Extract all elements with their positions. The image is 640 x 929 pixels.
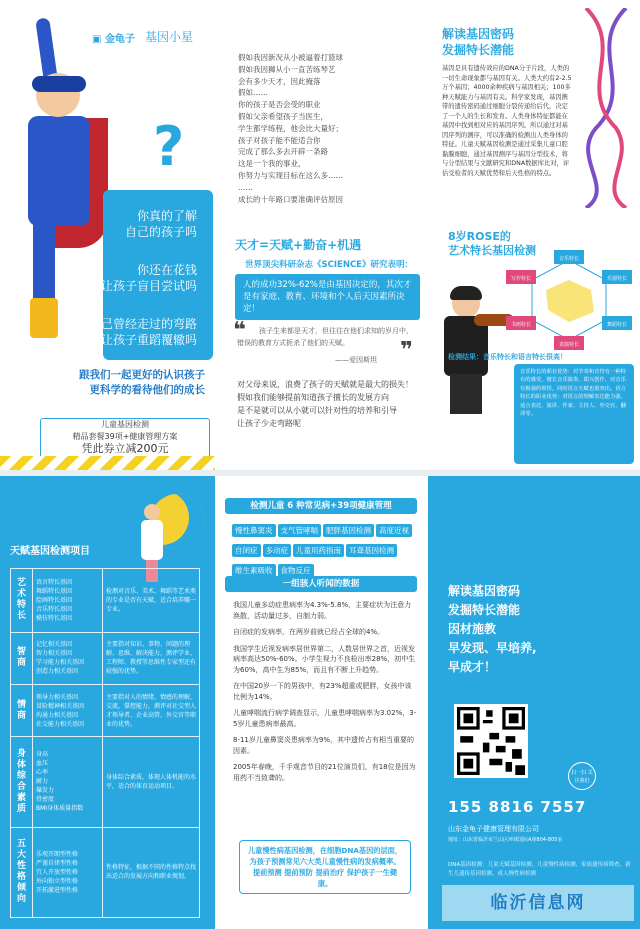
row-items: 身高 血压 心率 耐力 爆发力 骨密度 BMI身体质量指数 [33,737,103,827]
science-heading: 世界顶尖科研杂志《SCIENCE》研究表明： [245,260,413,270]
chronic-box: 儿童慢性病基因检测，在细胞DNA基因的层面，为孩子预测常见六大类儿童慢性病的发病概率。提前预测 提前预防 提前治疗 保护孩子一生健康。 [239,840,411,894]
gene-title: 解读基因密码 发掘特长潜能 [442,27,515,57]
yellow-stripe [0,456,215,470]
panel-test-items [0,476,215,929]
table-row [11,684,200,736]
tag: 维生素吸收 [232,564,276,577]
stat: 我国学生近视发病率居世界第二，人数居世界之首，近视发病率高达50%-60%。小学生视力不良检出率28%，初中生为60%，高中生为85%，而且有不断上升趋势。 [233,644,416,674]
table-row [11,737,200,827]
row-items: 记忆相关基因 智力相关基因 学习能力相关基因 创造力相关基因 [33,632,103,684]
talent-radar-chart [506,250,632,350]
radar-label-instrument: 乐器特长 [606,276,628,282]
parent-paragraph: 对父母来说，浪费了孩子的天赋就是最大的损失！ 假如我们能够提前知道孩子擅长的发展方向 是不是就可以从小就可以针对性的培养和引导 让孩子少走弯路呢 [237,380,413,428]
panel-gene-info [428,0,640,470]
talent-formula: 天才=天赋+勤奋+机遇 [235,238,362,252]
question-mark-icon: ? [153,115,185,178]
stat: 在中国20岁一下的男孩中，有23%超重或肥胖，女孩中该比例为14%。 [233,682,412,701]
disease-bar: 检测儿童 6 种常见病+39项健康管理 [225,498,417,514]
panel-disease [215,476,428,929]
test-items-table [10,568,200,918]
tag: 儿童用药指南 [293,544,344,557]
brand-logo: ▣ 金龟子 [92,34,135,45]
lead-text: 跟我们一起更好的认识孩子 更科学的看待他们的成长 [79,369,205,396]
coupon: 儿童基因检测 精品套餐39项+健康管理方案 凭此券立减200元 [40,418,210,460]
row-description: 身体综合素质，体现人体机能的水平，适合的体育运动项目。 [103,737,200,827]
panel-intro [0,0,215,470]
slogan: 解读基因密码 发掘特长潜能 因材施教 早发现、早培养, 早成才！ [448,584,537,674]
quote-open-icon: ❝ [233,318,246,343]
check-result: 检测结果：音乐特长和语言特长很高！ [448,353,567,361]
tag: 支气管哮喘 [278,524,322,537]
test-items-title: 天赋基因检测项目 [10,546,90,557]
panel-contact [428,476,640,929]
disease-tags [231,518,416,578]
tag: 肥胖基因检测 [323,524,374,537]
quote-text: 孩子生来都是天才，但往往在他们求知的岁月中，错误的教育方式扼杀了他们的天赋。 [237,327,413,347]
follow-badge: 扫一扫 关注我们 [568,762,596,790]
quote-close-icon: ❞ [400,338,413,363]
company-name: 山东金龟子健康管理有限公司 [448,825,539,833]
quote-author: ——爱因斯坦 [335,356,377,364]
radar-label-writing: 写作特长 [510,276,532,282]
table-row [11,827,200,917]
tag: 高度近视 [376,524,412,537]
tag: 自闭症 [232,544,261,557]
tag: 食物反应 [278,564,314,577]
radar-label-painting: 书画特长 [510,322,532,328]
tag: 耳聋基因检测 [346,544,397,557]
data-bar: 一组骇人听闻的数据 [225,576,417,592]
radar-label-music: 音乐特长 [558,256,580,262]
stat: 8-11岁儿童鼻窦炎患病率为9%，其中遗传占有相当重要的因素。 [233,736,414,755]
row-description: 检测对音乐、美术、舞蹈等艺术类的专业是否有天赋，适合培养哪一专业。 [103,569,200,633]
handwritten-note: 假如我因新况从小被逼着打篮球 假如我因狮从小一直苦练琴艺 会有多少天才，因此掩落 假如…… 你的孩子是否会受的职业 假如父亲希望孩子当医生， 学生都学练程，他会比大量好； 孩子对孩子能不能适合你 完成了那么多去开辟一条路 这是一个我的事业， 你努力与实现目标在这么多…… …… 成长的十年路口要准确评估原因 [238,53,343,204]
company-address: 地址：山东省临沂市兰山区环球国际A座804-805室 [448,837,563,843]
dna-helix-icon [576,8,636,208]
brand-sub: 基因小星 [145,30,194,44]
rose-title: 8岁ROSE的 艺术特长基因检测 [448,230,536,257]
science-box: 人的成功32%-62%是由基因决定的，其次才是有家庭、教育、环境和个人后天因素所决定！ [235,274,420,320]
superhero-boy-image [8,18,98,348]
table-row [11,569,200,633]
row-description: 主要指对人的情绪、情感的理解，交流，掌控能力，测评对社交型人才领导者、企业高管、外交官等职业的优势。 [103,684,200,736]
question-2: 你还在花钱 让孩子盲目尝试吗 [100,263,197,293]
row-category: 智商 [11,632,33,684]
row-category: 身体综合素质 [11,737,33,827]
row-category: 情商 [11,684,33,736]
row-items: 乐观开朗型性格 严谨自律型性格 宜人开放型性格 外向独立型性格 开拓激进型性格 [33,827,103,917]
qr-code-icon [457,707,525,775]
gene-body: 基因是具有遗传效应的DNA分子片段，人类的一切生命现象都与基因有关。人类大约有2-2.5万个基因；4000余种疾病与基因相关；100多种天赋能力与基因有关。科学家发现，基因携带的遗传密码通过细胞分裂传递给后代，决定了一个人的生长和发育。人类身体特征都能在基因中找到相对应的基因序列。所以通过对基因序列的测序，可以准确的检测出人类身体的特征。儿童天赋基因检测是通过采集儿童口腔黏膜细胞，通过基因测序与基因分型技术，将与分型结果与文献研究和DNA数据库比对，评估受检者的天赋优势和后天性格的特点。 [442,65,572,177]
violin-boy-image [434,288,498,414]
watermark: 临沂信息网 [442,885,634,921]
row-items: 领导力相关基因 冒险精神相关基因 沟通力相关基因 社交能力相关基因 [33,684,103,736]
tag: 慢性鼻窦炎 [232,524,276,537]
check-detail: 音乐特长的职业优势：对节奏和音符有一种特有的感受，擅长音乐演奏、即兴创作，对音乐有极强的领悟，同时语言天赋也很突出。语言特长的职业优势：对语言的理解表达能力强，适合表达、演讲、作家、主持人、外交官、翻译等。 [514,364,634,464]
qr-code[interactable] [454,704,528,778]
row-description: 主要指对知识、事物、问题的理解、思维、解决能力，测评学业、工程师、教授等思维性专家型还有较强的优势。 [103,632,200,684]
radar-label-perform: 表演特长 [558,342,580,348]
table-row [11,632,200,684]
stat: 我国儿童多动症患病率为4.3%-5.8%，主要症状为注意力涣散，活动量过多，自制力弱。 [233,601,412,620]
row-description: 性格特征，根据不同的性格特点找出适合的发展方向和职业规划。 [103,827,200,917]
panel-talent [215,0,428,470]
row-category: 五大性格倾向 [11,827,33,917]
radar-label-dance: 舞蹈特长 [606,322,628,328]
phone-number[interactable]: 155 8816 7557 [448,798,587,816]
tag: 多动症 [263,544,292,557]
question-3: 自己曾经走过的弯路 你还在让孩子重蹈覆辙吗 [64,317,197,347]
stats-list [233,600,418,789]
row-items: 语言特长基因 舞蹈特长基因 绘画特长基因 音乐特长基因 模仿特长基因 [33,569,103,633]
question-1: 你真的了解 自己的孩子吗 [124,209,197,239]
stat: 2005年春晚，千手观音节目的21位演员们，有18位是因为用药不当致聋的。 [233,763,416,782]
stat: 儿童哮喘流行病学调查显示，儿童患哮喘病率为3.02%，3-5岁儿童患病率最高。 [233,709,417,728]
stat: 自闭症的发病率，在两岁前就已经占全球的4%。 [233,628,385,636]
row-category: 艺术特长 [11,569,33,633]
services-note: DNA基因检测：儿童天赋基因检测、儿童慢性病检测、家族遗传病筛查、新生儿遗传基因检测、成人慢性病检测 [448,862,631,877]
